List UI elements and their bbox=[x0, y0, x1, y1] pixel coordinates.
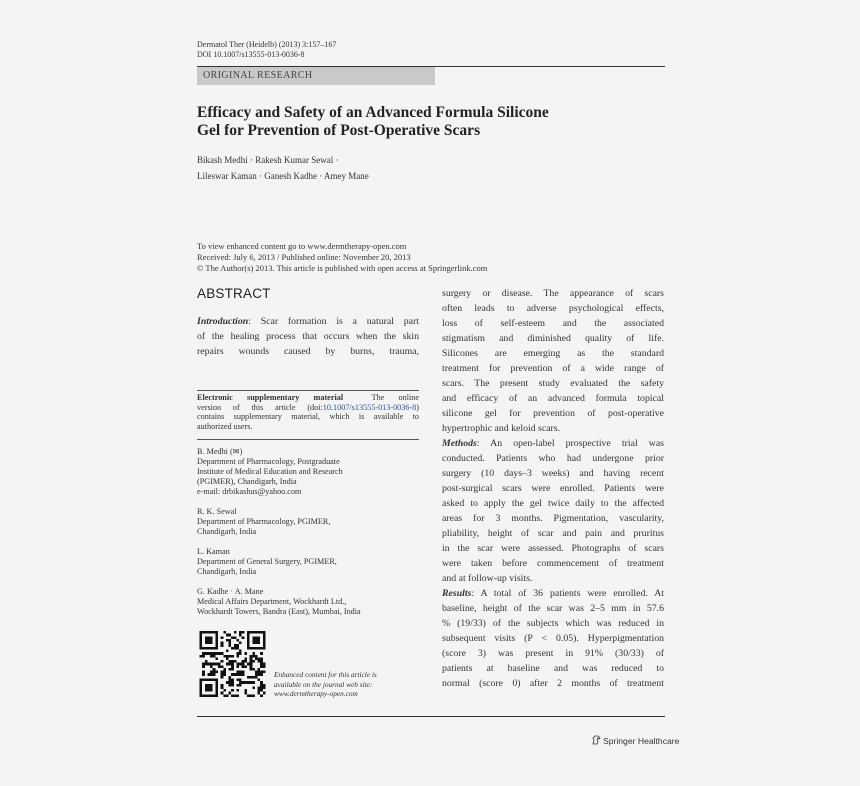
qr-module bbox=[260, 657, 263, 660]
qr-module bbox=[218, 652, 221, 655]
qr-module bbox=[260, 689, 263, 692]
qr-module bbox=[236, 663, 239, 666]
footer-rule bbox=[197, 716, 665, 717]
qr-module bbox=[229, 663, 232, 666]
qr-module bbox=[252, 636, 260, 644]
qr-module bbox=[229, 668, 232, 671]
qr-module bbox=[239, 673, 242, 676]
qr-module bbox=[215, 652, 218, 655]
qr-module bbox=[236, 655, 239, 658]
qr-module bbox=[252, 668, 255, 671]
qr-module bbox=[242, 631, 245, 634]
intro-label: Introduction bbox=[197, 316, 249, 327]
qr-module bbox=[226, 657, 229, 660]
qr-module bbox=[223, 694, 226, 697]
section-label: ORIGINAL RESEARCH bbox=[197, 67, 435, 85]
abstract-line: % (19/33) of the subjects which was reduced in bbox=[442, 618, 664, 629]
qr-module bbox=[250, 681, 253, 684]
qr-module bbox=[255, 673, 258, 676]
qr-module bbox=[221, 665, 224, 668]
qr-module bbox=[258, 673, 261, 676]
qr-module bbox=[221, 652, 224, 655]
qr-module bbox=[250, 660, 253, 663]
abstract-line: Silicones are emerging as the standard bbox=[442, 348, 664, 359]
abstract-line: Methods: An open-label prospective trial was bbox=[442, 438, 664, 449]
qr-module bbox=[236, 684, 239, 687]
qr-module bbox=[231, 694, 234, 697]
abstract-line: areas for 3 months. Pigmentation, vascularity, bbox=[442, 513, 664, 524]
qr-module bbox=[210, 663, 213, 666]
abstract-line: Introduction: Scar formation is a natural part bbox=[197, 316, 419, 327]
qr-module bbox=[221, 636, 224, 639]
qr-module bbox=[205, 684, 213, 692]
qr-module bbox=[202, 671, 205, 674]
qr-module bbox=[202, 665, 205, 668]
qr-module bbox=[260, 681, 263, 684]
qr-module bbox=[236, 665, 239, 668]
qr-module bbox=[244, 652, 247, 655]
qr-code-icon[interactable] bbox=[199, 631, 266, 697]
enhanced-content-line: To view enhanced content go to www.dermtherapy-open.com bbox=[197, 241, 407, 251]
enhanced-content-note: Enhanced content for this article is available on the journal web site: www.dermtherapy-open.com bbox=[274, 670, 424, 699]
dates-line: Received: July 6, 2013 / Published online: November 20, 2013 bbox=[197, 252, 411, 262]
qr-module bbox=[258, 686, 261, 689]
qr-module bbox=[260, 684, 263, 687]
qr-module bbox=[239, 671, 242, 674]
abstract-line: hypertrophic and keloid scars. bbox=[442, 423, 561, 434]
abstract-line: patients at baseline and was reduced to bbox=[442, 663, 664, 674]
qr-module bbox=[234, 644, 237, 647]
qr-module bbox=[226, 681, 229, 684]
qr-module bbox=[205, 636, 213, 644]
qr-module bbox=[260, 660, 263, 663]
qr-module bbox=[239, 649, 242, 652]
springer-horse-icon bbox=[592, 735, 601, 745]
qr-module bbox=[258, 668, 261, 671]
qr-module bbox=[242, 681, 245, 684]
qr-module bbox=[231, 655, 234, 658]
qr-module bbox=[236, 679, 239, 682]
qr-module bbox=[239, 652, 242, 655]
qr-module bbox=[242, 636, 245, 639]
qr-module bbox=[250, 657, 253, 660]
qr-module bbox=[258, 679, 261, 682]
journal-doi: DOI 10.1007/s13555-013-0036-8 bbox=[197, 50, 305, 59]
abstract-line: (score 3) was present in 91% (30/33) of bbox=[442, 648, 664, 659]
qr-module bbox=[207, 652, 210, 655]
qr-module bbox=[263, 686, 266, 689]
qr-module bbox=[226, 649, 229, 652]
qr-module bbox=[250, 665, 253, 668]
qr-module bbox=[239, 642, 242, 645]
qr-module bbox=[213, 673, 216, 676]
qr-module bbox=[218, 663, 221, 666]
qr-module bbox=[244, 665, 247, 668]
results-label: Results bbox=[442, 588, 472, 599]
abstract-heading: ABSTRACT bbox=[197, 286, 271, 301]
qr-module bbox=[239, 684, 242, 687]
methods-label: Methods bbox=[442, 438, 477, 449]
esm-label: Electronic supplementary material bbox=[197, 393, 344, 402]
abstract-line: subsequent visits (P < 0.05). Hyperpigmentation bbox=[442, 633, 664, 644]
qr-module bbox=[229, 639, 232, 642]
qr-module bbox=[231, 684, 234, 687]
qr-module bbox=[231, 681, 234, 684]
qr-module bbox=[260, 652, 263, 655]
qr-module bbox=[252, 681, 255, 684]
qr-module bbox=[260, 671, 263, 674]
qr-module bbox=[258, 689, 261, 692]
qr-module bbox=[223, 668, 226, 671]
journal-citation: Dermatol Ther (Heidelb) (2013) 3:157–167 bbox=[197, 40, 337, 49]
qr-module bbox=[260, 663, 263, 666]
qr-module bbox=[239, 631, 242, 634]
qr-module bbox=[221, 642, 224, 645]
qr-module bbox=[231, 689, 234, 692]
qr-module bbox=[239, 634, 242, 637]
qr-module bbox=[221, 644, 224, 647]
abstract-line: normal (score 0) after 2 months of treatment bbox=[442, 678, 664, 689]
qr-module bbox=[242, 665, 245, 668]
qr-module bbox=[231, 668, 234, 671]
qr-module bbox=[247, 681, 250, 684]
qr-module bbox=[226, 663, 229, 666]
qr-module bbox=[260, 694, 263, 697]
abstract-line: silicone gel for prevention of post-operative bbox=[442, 408, 664, 419]
journal-website-link[interactable]: www.dermtherapy-open.com bbox=[274, 689, 358, 698]
qr-module bbox=[242, 663, 245, 666]
qr-module bbox=[231, 679, 234, 682]
qr-module bbox=[229, 634, 232, 637]
qr-module bbox=[231, 647, 234, 650]
qr-module bbox=[210, 665, 213, 668]
qr-module bbox=[236, 644, 239, 647]
abstract-line: baseline, height of the scar was 2–5 mm in 57.6 bbox=[442, 603, 664, 614]
qr-module bbox=[207, 673, 210, 676]
qr-module bbox=[229, 642, 232, 645]
qr-module bbox=[207, 663, 210, 666]
qr-module bbox=[234, 631, 237, 634]
abstract-line: of the healing process that occurs when the skin bbox=[197, 331, 419, 342]
qr-module bbox=[263, 671, 266, 674]
qr-module bbox=[252, 660, 255, 663]
qr-module bbox=[244, 692, 247, 695]
qr-module bbox=[213, 655, 216, 658]
esm-rule bbox=[197, 390, 419, 391]
qr-module bbox=[255, 655, 258, 658]
qr-module bbox=[223, 689, 226, 692]
abstract-line: Results: A total of 36 patients were enrolled. At bbox=[442, 588, 664, 599]
abstract-line: and at follow-up visits. bbox=[442, 573, 533, 584]
qr-module bbox=[231, 673, 234, 676]
qr-module bbox=[244, 660, 247, 663]
qr-module bbox=[226, 655, 229, 658]
qr-module bbox=[229, 644, 232, 647]
qr-module bbox=[255, 657, 258, 660]
qr-module bbox=[252, 652, 255, 655]
affil-rule bbox=[197, 439, 419, 440]
esm-note: Electronic supplementary material The online version of this article (doi:10.1007/s13555-013-0036-8) contains supplementary material, which is available to authorized users. bbox=[197, 393, 420, 431]
affiliation-medhi: B. Medhi (✉) Department of Pharmacology, Postgraduate Institute of Medical Education and Research (PGIMER), Chandigarh, India e-mail: drbikashus@yahoo.com bbox=[197, 447, 419, 497]
qr-module bbox=[236, 694, 239, 697]
qr-module bbox=[247, 694, 250, 697]
qr-module bbox=[247, 663, 250, 666]
qr-module bbox=[210, 652, 213, 655]
qr-module bbox=[242, 671, 245, 674]
authors-line-1: Bikash Medhi · Rakesh Kumar Sewal · bbox=[197, 155, 339, 165]
qr-module bbox=[210, 673, 213, 676]
qr-module bbox=[252, 655, 255, 658]
qr-module bbox=[252, 676, 255, 679]
abstract-line: often leads to adverse psychological effects, bbox=[442, 303, 664, 314]
title-line-2: Gel for Prevention of Post-Operative Scars bbox=[197, 122, 481, 139]
qr-module bbox=[244, 657, 247, 660]
qr-module bbox=[202, 655, 205, 658]
affiliation-kaman: L. Kaman Department of General Surgery, PGIMER, Chandigarh, India bbox=[197, 547, 337, 576]
qr-module bbox=[226, 694, 229, 697]
qr-module bbox=[255, 676, 258, 679]
abstract-line: treatment for prevention of a wide range of bbox=[442, 363, 664, 374]
qr-module bbox=[239, 681, 242, 684]
qr-module bbox=[231, 663, 234, 666]
qr-module bbox=[231, 636, 234, 639]
qr-module bbox=[258, 671, 261, 674]
qr-module bbox=[221, 673, 224, 676]
qr-module bbox=[250, 663, 253, 666]
qr-module bbox=[234, 673, 237, 676]
qr-module bbox=[242, 660, 245, 663]
author-email[interactable]: e-mail: drbikashus@yahoo.com bbox=[197, 487, 302, 496]
affiliation-kadhe-mane: G. Kadhe · A. Mane Medical Affairs Department, Wockhardt Ltd., Wockhardt Towers, Bandra (East), Mumbai, India bbox=[197, 587, 361, 616]
abstract-left-column bbox=[197, 314, 419, 359]
affiliation-sewal: R. K. Sewal Department of Pharmacology, PGIMER, Chandigarh, India bbox=[197, 507, 331, 536]
qr-module bbox=[250, 676, 253, 679]
qr-module bbox=[252, 686, 255, 689]
qr-module bbox=[210, 671, 213, 674]
qr-module bbox=[244, 681, 247, 684]
qr-module bbox=[234, 694, 237, 697]
qr-module bbox=[231, 660, 234, 663]
qr-module bbox=[250, 655, 253, 658]
qr-module bbox=[221, 684, 224, 687]
qr-module bbox=[263, 663, 266, 666]
title-line-1: Efficacy and Safety of an Advanced Formula Silicone bbox=[197, 104, 549, 121]
qr-module bbox=[229, 676, 232, 679]
abstract-line: were taken before commencement of treatment bbox=[442, 558, 664, 569]
qr-module bbox=[260, 665, 263, 668]
qr-module bbox=[202, 663, 205, 666]
qr-module bbox=[213, 671, 216, 674]
qr-module bbox=[221, 692, 224, 695]
qr-module bbox=[263, 684, 266, 687]
abstract-line: stigmatism and diminished quality of life. bbox=[442, 333, 664, 344]
qr-module bbox=[258, 660, 261, 663]
qr-module bbox=[205, 663, 208, 666]
qr-module bbox=[258, 692, 261, 695]
qr-module bbox=[226, 634, 229, 637]
qr-module bbox=[221, 676, 224, 679]
qr-module bbox=[202, 652, 205, 655]
qr-module bbox=[258, 657, 261, 660]
abstract-line: asked to apply the gel twice daily to the affected bbox=[442, 498, 664, 509]
qr-module bbox=[200, 655, 203, 658]
qr-module bbox=[236, 671, 239, 674]
qr-module bbox=[236, 639, 239, 642]
qr-module bbox=[223, 673, 226, 676]
qr-module bbox=[202, 673, 205, 676]
abstract-line: repairs wounds caused by burns, trauma, bbox=[197, 346, 419, 357]
qr-module bbox=[213, 652, 216, 655]
qr-module bbox=[213, 663, 216, 666]
qr-module bbox=[250, 694, 253, 697]
qr-module bbox=[231, 665, 234, 668]
qr-module bbox=[260, 686, 263, 689]
qr-module bbox=[205, 660, 208, 663]
qr-module bbox=[223, 671, 226, 674]
abstract-line: scars. The present study evaluated the safety bbox=[442, 378, 664, 389]
qr-module bbox=[215, 663, 218, 666]
abstract-line: in the scar were assessed. Photographs of scars bbox=[442, 543, 664, 554]
abstract-line: conducted. Patients who had undergone prior bbox=[442, 453, 664, 464]
qr-module bbox=[236, 647, 239, 650]
qr-module bbox=[263, 665, 266, 668]
abstract-right-column bbox=[442, 286, 664, 691]
qr-module bbox=[263, 692, 266, 695]
qr-module bbox=[215, 671, 218, 674]
abstract-line: post-surgical scars were enrolled. Patients were bbox=[442, 483, 664, 494]
qr-module bbox=[229, 684, 232, 687]
qr-module bbox=[205, 652, 208, 655]
qr-module bbox=[218, 665, 221, 668]
qr-module bbox=[223, 631, 226, 634]
qr-module bbox=[234, 660, 237, 663]
qr-module bbox=[215, 657, 218, 660]
qr-module bbox=[229, 679, 232, 682]
qr-module bbox=[221, 671, 224, 674]
qr-module bbox=[239, 679, 242, 682]
qr-module bbox=[247, 676, 250, 679]
publisher-logo: Springer Healthcare bbox=[592, 735, 679, 746]
qr-module bbox=[242, 673, 245, 676]
copyright-line: © The Author(s) 2013. This article is published with open access at Springerlink.com bbox=[197, 263, 488, 273]
qr-module bbox=[229, 681, 232, 684]
qr-module bbox=[210, 655, 213, 658]
abstract-line: pliability, height of scar and pain and pruritus bbox=[442, 528, 664, 539]
authors-line-2: Lileswar Kaman · Ganesh Kadhe · Amey Mane bbox=[197, 171, 369, 181]
abstract-line: surgery or disease. The appearance of scars bbox=[442, 288, 664, 299]
qr-module bbox=[252, 694, 255, 697]
qr-module bbox=[260, 673, 263, 676]
qr-module bbox=[236, 689, 239, 692]
qr-module bbox=[229, 655, 232, 658]
qr-module bbox=[255, 671, 258, 674]
esm-doi-link[interactable]: 10.1007/s13555-013-0036-8 bbox=[322, 402, 417, 412]
qr-module bbox=[221, 660, 224, 663]
qr-module bbox=[221, 686, 224, 689]
qr-module bbox=[234, 636, 237, 639]
qr-module bbox=[213, 668, 216, 671]
qr-module bbox=[234, 647, 237, 650]
abstract-line: surgery (10 days–3 weeks) and having recent bbox=[442, 468, 664, 479]
qr-module bbox=[236, 652, 239, 655]
article-title bbox=[197, 104, 667, 140]
qr-module bbox=[229, 692, 232, 695]
qr-module bbox=[250, 668, 253, 671]
qr-module bbox=[244, 689, 247, 692]
abstract-line: and efficacy of an advanced formula topical bbox=[442, 393, 664, 404]
qr-module bbox=[236, 673, 239, 676]
qr-module bbox=[223, 655, 226, 658]
qr-module bbox=[239, 663, 242, 666]
qr-module bbox=[229, 660, 232, 663]
qr-module bbox=[226, 639, 229, 642]
abstract-line: loss of self-esteem and the associated bbox=[442, 318, 664, 329]
